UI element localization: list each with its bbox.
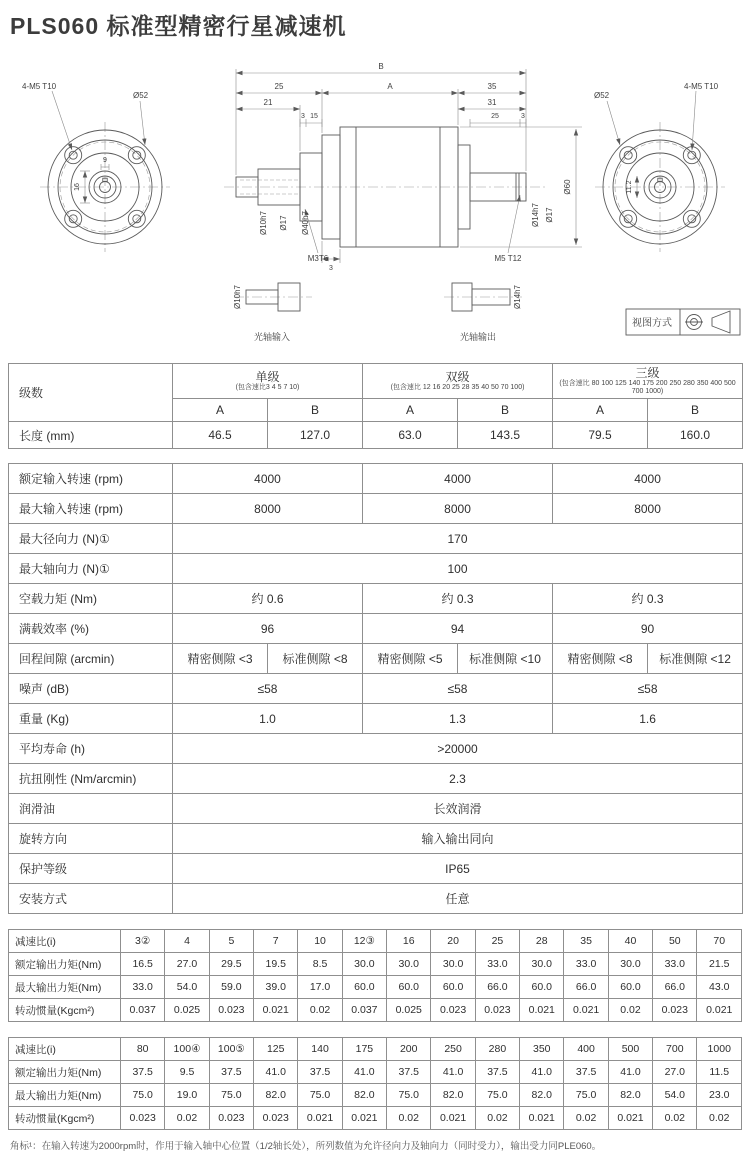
row-label: 润滑油 xyxy=(9,794,173,824)
ratio-cell: 0.021 xyxy=(564,999,608,1022)
ratio-cell: 20 xyxy=(431,930,475,953)
value-cell: 约 0.3 xyxy=(363,584,553,614)
ratio-cell: 0.025 xyxy=(387,999,431,1022)
table-row xyxy=(9,422,743,449)
dim-label: 31 xyxy=(487,98,497,107)
ratio-cell: 0.023 xyxy=(475,999,519,1022)
ratio-cell: 33.0 xyxy=(121,976,165,999)
value-cell: 8000 xyxy=(553,494,743,524)
tap-callout-output: M5 T12 xyxy=(494,254,522,263)
value-cell: 约 0.6 xyxy=(173,584,363,614)
table-row xyxy=(9,494,743,524)
ratio-table-low xyxy=(8,929,742,1022)
row-label: 转动惯量(Kgcm²) xyxy=(9,999,121,1022)
ratio-cell: 0.02 xyxy=(298,999,342,1022)
row-label: 最大径向力 (N)① xyxy=(9,524,173,554)
table-row xyxy=(9,976,742,999)
ratio-cell: 59.0 xyxy=(209,976,253,999)
ratio-cell: 75.0 xyxy=(564,1084,608,1107)
ratio-cell: 54.0 xyxy=(653,1084,697,1107)
value-cell: 1.0 xyxy=(173,704,363,734)
ratio-cell: 350 xyxy=(520,1038,564,1061)
dia-label: Ø14h7 xyxy=(513,284,522,310)
row-label: 安装方式 xyxy=(9,884,173,914)
value-cell: 标准侧隙 <10 xyxy=(458,644,553,674)
tables-area xyxy=(8,363,742,1152)
value-cell: IP65 xyxy=(173,854,743,884)
page-title: PLS060 标准型精密行星减速机 xyxy=(10,13,347,39)
ratio-cell: 0.02 xyxy=(653,1107,697,1130)
ratio-cell: 0.021 xyxy=(608,1107,652,1130)
row-label: 回程间隙 (arcmin) xyxy=(9,644,173,674)
table-row xyxy=(9,930,742,953)
row-label: 转动惯量(Kgcm²) xyxy=(9,1107,121,1130)
ratio-cell: 66.0 xyxy=(653,976,697,999)
value-cell: 精密侧隙 <5 xyxy=(363,644,458,674)
table-gap xyxy=(8,914,742,929)
ratio-cell: 175 xyxy=(342,1038,386,1061)
value-cell: 8000 xyxy=(363,494,553,524)
table-row xyxy=(9,614,743,644)
ratio-cell: 37.5 xyxy=(298,1061,342,1084)
corner-label: 级数 xyxy=(9,364,173,422)
ratio-cell: 3② xyxy=(121,930,165,953)
ratio-cell: 27.0 xyxy=(165,953,209,976)
row-label: 最大输入转速 (rpm) xyxy=(9,494,173,524)
ratio-cell: 37.5 xyxy=(209,1061,253,1084)
value-cell: 精密侧隙 <8 xyxy=(553,644,648,674)
dim-overall: B xyxy=(378,62,384,71)
value-cell: 94 xyxy=(363,614,553,644)
ratio-cell: 16 xyxy=(387,930,431,953)
ratio-cell: 27.0 xyxy=(653,1061,697,1084)
ratio-cell: 5 xyxy=(209,930,253,953)
output-shaft-caption: 光轴输出 xyxy=(459,332,497,342)
ratio-cell: 60.0 xyxy=(608,976,652,999)
ratio-cell: 19.0 xyxy=(165,1084,209,1107)
col-header-a: A xyxy=(553,399,648,422)
spec-main-table xyxy=(8,463,743,914)
ratio-cell: 0.02 xyxy=(564,1107,608,1130)
ratio-cell: 19.5 xyxy=(254,953,298,976)
value-cell: 4000 xyxy=(173,464,363,494)
ratio-cell: 37.5 xyxy=(475,1061,519,1084)
ratio-cell: 29.5 xyxy=(209,953,253,976)
ratio-cell: 7 xyxy=(254,930,298,953)
ratio-cell: 30.0 xyxy=(431,953,475,976)
ratio-cell: 82.0 xyxy=(254,1084,298,1107)
value-cell: 96 xyxy=(173,614,363,644)
ratio-cell: 0.021 xyxy=(431,1107,475,1130)
ratio-cell: 250 xyxy=(431,1038,475,1061)
col-header-b: B xyxy=(648,399,743,422)
ratio-cell: 8.5 xyxy=(298,953,342,976)
ratio-cell: 0.02 xyxy=(165,1107,209,1130)
value-cell: 精密侧隙 <3 xyxy=(173,644,268,674)
tap-callout-input: M3T6 xyxy=(307,254,329,263)
ratio-cell: 0.021 xyxy=(298,1107,342,1130)
row-label: 额定输出力矩(Nm) xyxy=(9,953,121,976)
ratio-cell: 125 xyxy=(254,1038,298,1061)
ratio-cell: 700 xyxy=(653,1038,697,1061)
dia-label: Ø40h7 xyxy=(301,210,310,236)
ratio-cell: 0.021 xyxy=(520,1107,564,1130)
table-row xyxy=(9,854,743,884)
ratio-cell: 43.0 xyxy=(697,976,742,999)
table-row xyxy=(9,884,743,914)
technical-drawing xyxy=(0,43,750,355)
value-cell: 8000 xyxy=(173,494,363,524)
col-header-a: A xyxy=(363,399,458,422)
value-cell: 约 0.3 xyxy=(553,584,743,614)
value-cell: 160.0 xyxy=(648,422,743,449)
ratio-cell: 30.0 xyxy=(608,953,652,976)
ratio-cell: 0.021 xyxy=(697,999,742,1022)
ratio-cell: 280 xyxy=(475,1038,519,1061)
ratio-cell: 33.0 xyxy=(475,953,519,976)
row-label: 额定输出力矩(Nm) xyxy=(9,1061,121,1084)
ratio-cell: 54.0 xyxy=(165,976,209,999)
table-row xyxy=(9,734,743,764)
value-cell: ≤58 xyxy=(363,674,553,704)
ratio-cell: 10 xyxy=(298,930,342,953)
stage-ratios: (包含速比3 4 5 7 10) xyxy=(235,384,300,391)
ratio-cell: 23.0 xyxy=(697,1084,742,1107)
dia-label: Ø14h7 xyxy=(531,202,540,228)
col-header-b: B xyxy=(268,399,363,422)
body-dia-label: Ø60 xyxy=(563,179,572,195)
table-row xyxy=(9,704,743,734)
ratio-cell: 500 xyxy=(608,1038,652,1061)
ratio-cell: 0.02 xyxy=(697,1107,742,1130)
stage-ratios: (包含速比 12 16 20 25 28 35 40 50 70 100) xyxy=(390,384,525,391)
table-row xyxy=(9,1061,742,1084)
ratio-cell: 21.5 xyxy=(697,953,742,976)
stage-name: 单级 xyxy=(255,370,280,384)
ratio-cell: 100⑤ xyxy=(209,1038,253,1061)
dim-label: 16 xyxy=(74,183,81,191)
dim-label: 21 xyxy=(263,98,273,107)
table-row xyxy=(9,824,743,854)
projection-cone-icon xyxy=(712,311,730,333)
ratio-cell: 0.02 xyxy=(387,1107,431,1130)
stage-header-double xyxy=(363,364,553,399)
ratio-cell: 9.5 xyxy=(165,1061,209,1084)
spec-header-table xyxy=(8,363,743,449)
dim-label: 3 xyxy=(521,113,525,120)
row-label: 减速比(i) xyxy=(9,1038,121,1061)
dim-label: 35 xyxy=(487,82,497,91)
row-label: 满载效率 (%) xyxy=(9,614,173,644)
ratio-cell: 75.0 xyxy=(298,1084,342,1107)
bolt-callout-left: 4-M5 T10 xyxy=(22,82,57,91)
table-row xyxy=(9,554,743,584)
projection-circle-icon xyxy=(685,315,703,330)
stage-header-triple xyxy=(553,364,743,399)
dim-label: 11.2 xyxy=(626,180,633,194)
ratio-cell: 0.023 xyxy=(209,999,253,1022)
row-label: 噪声 (dB) xyxy=(9,674,173,704)
dia-label: Ø17 xyxy=(279,215,288,231)
table-row xyxy=(9,764,743,794)
ratio-cell: 60.0 xyxy=(387,976,431,999)
value-cell: 143.5 xyxy=(458,422,553,449)
ratio-cell: 0.023 xyxy=(209,1107,253,1130)
ratio-cell: 11.5 xyxy=(697,1061,742,1084)
dim-body-length: A xyxy=(387,82,393,91)
row-label: 抗扭刚性 (Nm/arcmin) xyxy=(9,764,173,794)
value-cell: ≤58 xyxy=(173,674,363,704)
value-cell: 1.6 xyxy=(553,704,743,734)
stage-name: 双级 xyxy=(445,370,470,384)
ratio-cell: 41.0 xyxy=(431,1061,475,1084)
table-row xyxy=(9,584,743,614)
ratio-cell: 0.021 xyxy=(254,999,298,1022)
row-label: 最大轴向力 (N)① xyxy=(9,554,173,584)
table-row xyxy=(9,674,743,704)
ratio-cell: 41.0 xyxy=(520,1061,564,1084)
dia-label: Ø10h7 xyxy=(233,284,242,310)
value-cell: 任意 xyxy=(173,884,743,914)
value-cell: 标准侧隙 <12 xyxy=(648,644,743,674)
col-header-b: B xyxy=(458,399,553,422)
value-cell: 4000 xyxy=(363,464,553,494)
ratio-cell: 60.0 xyxy=(431,976,475,999)
row-label: 旋转方向 xyxy=(9,824,173,854)
dim-label: 15 xyxy=(310,113,318,120)
dim-label: 25 xyxy=(274,82,284,91)
value-cell: 79.5 xyxy=(553,422,648,449)
table-row xyxy=(9,1107,742,1130)
flange-dia-left: Ø52 xyxy=(133,91,149,100)
row-label: 长度 (mm) xyxy=(9,422,173,449)
ratio-cell: 0.02 xyxy=(608,999,652,1022)
footnote: 角标¹：在输入转速为2000rpm时，作用于输入轴中心位置（1/2轴长处），所列数值为允许径向力及轴向力（同时受力），输出受力同PLE060。 xyxy=(10,1141,602,1152)
ratio-cell: 75.0 xyxy=(121,1084,165,1107)
table-row xyxy=(9,524,743,554)
dim-label: 3 xyxy=(329,265,333,272)
ratio-cell: 37.5 xyxy=(121,1061,165,1084)
ratio-cell: 4 xyxy=(165,930,209,953)
bolt-callout-right: 4-M5 T10 xyxy=(684,82,719,91)
row-label: 重量 (Kg) xyxy=(9,704,173,734)
ratio-cell: 0.023 xyxy=(254,1107,298,1130)
ratio-cell: 75.0 xyxy=(209,1084,253,1107)
value-cell: 长效润滑 xyxy=(173,794,743,824)
table-row xyxy=(9,464,743,494)
flange-dia-right: Ø52 xyxy=(594,91,610,100)
dia-label: Ø17 xyxy=(545,207,554,223)
ratio-cell: 70 xyxy=(697,930,742,953)
table-row xyxy=(9,1084,742,1107)
value-cell: 170 xyxy=(173,524,743,554)
ratio-cell: 30.0 xyxy=(520,953,564,976)
ratio-cell: 12③ xyxy=(342,930,386,953)
value-cell: 1.3 xyxy=(363,704,553,734)
dim-label: 25 xyxy=(491,113,499,120)
ratio-cell: 25 xyxy=(475,930,519,953)
col-header-a: A xyxy=(173,399,268,422)
ratio-cell: 40 xyxy=(608,930,652,953)
value-cell: 63.0 xyxy=(363,422,458,449)
ratio-cell: 0.023 xyxy=(121,1107,165,1130)
ratio-cell: 1000 xyxy=(697,1038,742,1061)
value-cell: 100 xyxy=(173,554,743,584)
value-cell: 4000 xyxy=(553,464,743,494)
ratio-cell: 80 xyxy=(121,1038,165,1061)
value-cell: 标准侧隙 <8 xyxy=(268,644,363,674)
ratio-cell: 140 xyxy=(298,1038,342,1061)
view-method-label: 视图方式 xyxy=(632,318,672,329)
ratio-cell: 0.021 xyxy=(520,999,564,1022)
ratio-cell: 33.0 xyxy=(564,953,608,976)
row-label: 空载力矩 (Nm) xyxy=(9,584,173,614)
value-cell: 90 xyxy=(553,614,743,644)
table-row xyxy=(9,1038,742,1061)
ratio-cell: 60.0 xyxy=(342,976,386,999)
value-cell: ≤58 xyxy=(553,674,743,704)
ratio-cell: 75.0 xyxy=(475,1084,519,1107)
ratio-cell: 28 xyxy=(520,930,564,953)
table-row xyxy=(9,794,743,824)
ratio-cell: 33.0 xyxy=(653,953,697,976)
stage-name: 三级 xyxy=(635,366,660,380)
ratio-cell: 37.5 xyxy=(564,1061,608,1084)
ratio-cell: 30.0 xyxy=(342,953,386,976)
ratio-cell: 200 xyxy=(387,1038,431,1061)
ratio-cell: 41.0 xyxy=(254,1061,298,1084)
dim-label: 9 xyxy=(103,157,107,164)
table-gap xyxy=(8,1022,742,1037)
row-label: 额定输入转速 (rpm) xyxy=(9,464,173,494)
row-label: 最大输出力矩(Nm) xyxy=(9,1084,121,1107)
ratio-cell: 0.023 xyxy=(431,999,475,1022)
ratio-cell: 50 xyxy=(653,930,697,953)
ratio-cell: 82.0 xyxy=(608,1084,652,1107)
centerlines xyxy=(40,122,725,297)
row-label: 最大输出力矩(Nm) xyxy=(9,976,121,999)
table-row xyxy=(9,364,743,399)
table-row xyxy=(9,999,742,1022)
stage-header-single xyxy=(173,364,363,399)
dim-label: 3 xyxy=(301,113,305,120)
ratio-cell: 66.0 xyxy=(475,976,519,999)
ratio-cell: 0.02 xyxy=(475,1107,519,1130)
ratio-cell: 35 xyxy=(564,930,608,953)
ratio-cell: 30.0 xyxy=(387,953,431,976)
value-cell: 46.5 xyxy=(173,422,268,449)
table-gap xyxy=(8,449,742,463)
stage-ratios: (包含速比 80 100 125 140 175 200 250 280 350 400 500 700 1000) xyxy=(559,380,736,395)
ratio-cell: 0.037 xyxy=(342,999,386,1022)
row-label: 平均寿命 (h) xyxy=(9,734,173,764)
ratio-cell: 82.0 xyxy=(431,1084,475,1107)
ratio-cell: 100④ xyxy=(165,1038,209,1061)
ratio-cell: 66.0 xyxy=(564,976,608,999)
ratio-cell: 41.0 xyxy=(608,1061,652,1084)
table-row xyxy=(9,953,742,976)
row-label: 保护等级 xyxy=(9,854,173,884)
ratio-cell: 39.0 xyxy=(254,976,298,999)
ratio-cell: 0.023 xyxy=(653,999,697,1022)
ratio-table-high xyxy=(8,1037,742,1130)
table-row xyxy=(9,644,743,674)
row-label: 减速比(i) xyxy=(9,930,121,953)
dia-label: Ø10h7 xyxy=(259,210,268,236)
value-cell: >20000 xyxy=(173,734,743,764)
ratio-cell: 37.5 xyxy=(387,1061,431,1084)
ratio-cell: 0.025 xyxy=(165,999,209,1022)
value-cell: 127.0 xyxy=(268,422,363,449)
ratio-cell: 41.0 xyxy=(342,1061,386,1084)
ratio-cell: 60.0 xyxy=(520,976,564,999)
ratio-cell: 82.0 xyxy=(342,1084,386,1107)
input-shaft-caption: 光轴输入 xyxy=(253,332,291,342)
ratio-cell: 0.037 xyxy=(121,999,165,1022)
ratio-cell: 16.5 xyxy=(121,953,165,976)
ratio-cell: 75.0 xyxy=(387,1084,431,1107)
datasheet-page xyxy=(0,8,750,1152)
value-cell: 2.3 xyxy=(173,764,743,794)
ratio-cell: 400 xyxy=(564,1038,608,1061)
ratio-cell: 17.0 xyxy=(298,976,342,999)
ratio-cell: 0.021 xyxy=(342,1107,386,1130)
value-cell: 输入输出同向 xyxy=(173,824,743,854)
ratio-cell: 82.0 xyxy=(520,1084,564,1107)
